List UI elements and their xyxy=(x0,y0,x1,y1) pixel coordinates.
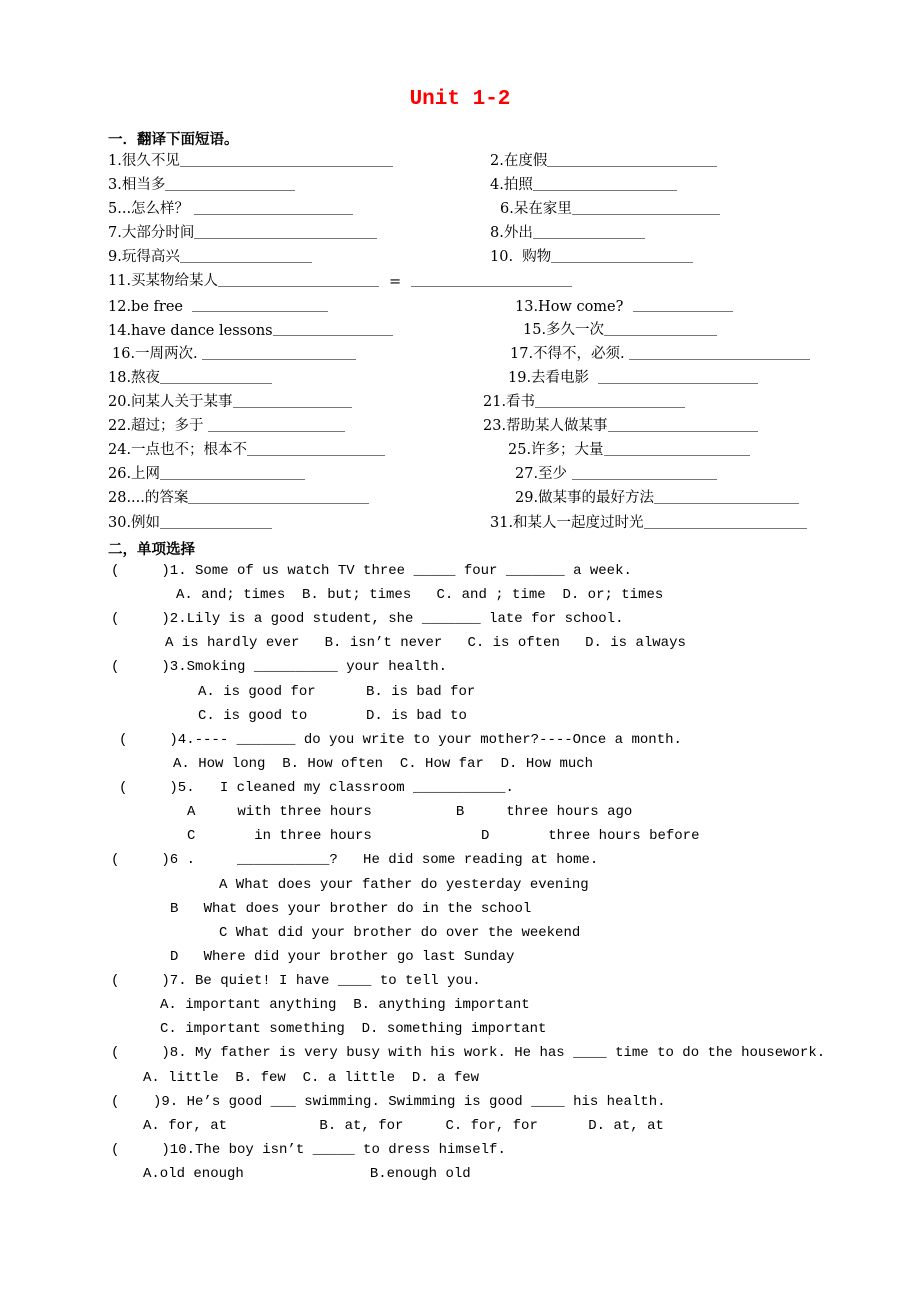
answer-blank[interactable] xyxy=(233,407,352,408)
answer-blank[interactable] xyxy=(654,503,799,504)
vocab-item xyxy=(500,198,720,218)
vocab-prompt: 13.How come? xyxy=(515,299,633,315)
vocab-item xyxy=(108,174,295,194)
vocab-item xyxy=(490,174,677,194)
vocab-prompt: 8.外出 xyxy=(490,225,533,241)
vocab-item xyxy=(490,246,693,266)
vocab-prompt: 10. 购物 xyxy=(490,249,552,265)
answer-blank[interactable] xyxy=(194,238,377,239)
vocab-prompt: 21.看书 xyxy=(483,394,536,410)
vocab-prompt: 18.熬夜 xyxy=(108,370,161,386)
vocab-item xyxy=(108,439,385,459)
section-heading-translate: 一．翻译下面短语。 xyxy=(108,132,239,148)
answer-blank[interactable] xyxy=(604,455,750,456)
equals-sign: = xyxy=(388,274,402,290)
question-stem: ( )9. He’s good ___ swimming. Swimming is good ____ his health. xyxy=(111,1093,666,1110)
answer-blank[interactable] xyxy=(202,359,356,360)
answer-blank[interactable] xyxy=(165,190,295,191)
question-options: A. important anything B. anything important xyxy=(160,997,530,1014)
question-options: A. little B. few C. a little D. a few xyxy=(143,1069,480,1086)
question-options: A is hardly ever B. isn’t never C. is often D. is always xyxy=(165,635,686,652)
answer-blank[interactable] xyxy=(160,383,272,384)
vocab-item xyxy=(108,512,272,532)
answer-blank[interactable] xyxy=(535,407,685,408)
vocab-prompt: 12.be free xyxy=(108,299,193,315)
vocab-prompt: 2.在度假 xyxy=(490,153,548,169)
vocab-prompt: 16.一周两次. xyxy=(112,346,203,362)
answer-blank[interactable] xyxy=(547,166,717,167)
answer-blank[interactable] xyxy=(604,335,717,336)
answer-blank[interactable] xyxy=(551,262,693,263)
question-stem: ( )6 . ___________? He did some reading at home. xyxy=(111,852,599,869)
question-options: A. for, at B. at, for C. for, for D. at, at xyxy=(143,1117,664,1134)
answer-blank[interactable] xyxy=(188,503,369,504)
answer-blank[interactable] xyxy=(533,238,645,239)
question-stem: ( )8. My father is very busy with his work. He has ____ time to do the housework. xyxy=(111,1045,826,1062)
answer-blank[interactable] xyxy=(160,528,272,529)
vocab-prompt: 7.大部分时间 xyxy=(108,225,195,241)
vocab-prompt: 26.上网 xyxy=(108,466,161,482)
question-stem: ( )7. Be quiet! I have ____ to tell you. xyxy=(111,973,481,990)
vocab-prompt: 1.很久不见 xyxy=(108,153,180,169)
vocab-item xyxy=(490,512,807,532)
vocab-item xyxy=(112,343,356,363)
vocab-item xyxy=(515,487,799,507)
vocab-item xyxy=(510,343,810,363)
vocab-prompt: 25.许多；大量 xyxy=(508,442,604,458)
answer-blank[interactable] xyxy=(247,455,385,456)
question-stem: ( )3.Smoking __________ your health. xyxy=(111,659,448,676)
question-options: B What does your brother do in the school xyxy=(170,900,532,917)
question-options: A. is good for B. is bad for xyxy=(198,683,476,700)
question-options: C. important something D. something important xyxy=(160,1021,547,1038)
vocab-item xyxy=(508,367,758,387)
answer-blank[interactable] xyxy=(633,311,733,312)
vocab-item xyxy=(108,246,312,266)
vocab-prompt: 20.问某人关于某事 xyxy=(108,394,233,410)
answer-blank[interactable] xyxy=(194,214,353,215)
vocab-item xyxy=(108,150,393,170)
vocab-item xyxy=(523,319,717,339)
question-options: C in three hours D three hours before xyxy=(187,828,700,845)
vocab-item xyxy=(108,463,305,483)
vocab-prompt: 3.相当多 xyxy=(108,177,166,193)
answer-blank[interactable] xyxy=(608,431,758,432)
vocab-item xyxy=(483,415,758,435)
question-stem: ( )5. I cleaned my classroom ___________. xyxy=(119,780,514,797)
vocab-prompt: 27.至少 xyxy=(515,466,572,482)
vocab-prompt: 29.做某事的最好方法 xyxy=(515,490,655,506)
vocab-prompt: 28....的答案 xyxy=(108,490,189,506)
vocab-prompt: 22.超过；多于 xyxy=(108,418,209,434)
answer-blank[interactable] xyxy=(629,359,810,360)
vocab-item xyxy=(515,295,733,315)
question-stem: ( )2.Lily is a good student, she _______ late for school. xyxy=(111,611,624,628)
answer-blank[interactable] xyxy=(411,286,572,287)
question-options: A.old enough B.enough old xyxy=(143,1166,471,1182)
vocab-item xyxy=(108,295,328,315)
question-options: C What did your brother do over the weekend xyxy=(219,924,581,941)
vocab-prompt: 14.have dance lessons xyxy=(108,323,273,339)
vocab-prompt: 19.去看电影 xyxy=(508,370,599,386)
answer-blank[interactable] xyxy=(192,311,328,312)
vocab-item xyxy=(108,270,572,290)
answer-blank[interactable] xyxy=(180,166,393,167)
section-heading-choice: 二，单项选择 xyxy=(108,542,195,558)
vocab-item xyxy=(108,198,353,218)
question-stem: ( )1. Some of us watch TV three _____ four _______ a week. xyxy=(111,563,632,579)
answer-blank[interactable] xyxy=(160,479,305,480)
vocab-item xyxy=(490,150,717,170)
answer-blank[interactable] xyxy=(572,214,720,215)
answer-blank[interactable] xyxy=(598,383,758,384)
vocab-prompt: 15.多久一次 xyxy=(523,322,605,338)
answer-blank[interactable] xyxy=(572,479,717,480)
question-options: A What does your father do yesterday evening xyxy=(219,876,589,893)
answer-blank[interactable] xyxy=(208,431,345,432)
vocab-item xyxy=(108,487,369,507)
vocab-item xyxy=(515,463,717,483)
vocab-prompt: 30.例如 xyxy=(108,515,161,531)
question-stem: ( )4.---- _______ do you write to your mother?----Once a month. xyxy=(119,731,682,748)
question-options: A. and; times B. but; times C. and ; time D. or; times xyxy=(176,587,664,604)
question-options: D Where did your brother go last Sunday xyxy=(170,948,515,965)
answer-blank[interactable] xyxy=(180,262,312,263)
vocab-prompt: 24.一点也不；根本不 xyxy=(108,442,248,458)
vocab-prompt: 11.买某物给某人 xyxy=(108,273,219,289)
vocab-prompt: 17.不得不，必须. xyxy=(510,346,630,362)
vocab-prompt: 23.帮助某人做某事 xyxy=(483,418,608,434)
question-options: C. is good to D. is bad to xyxy=(198,707,467,724)
vocab-prompt: 31.和某人一起度过时光 xyxy=(490,515,644,531)
vocab-prompt: 9.玩得高兴 xyxy=(108,249,180,265)
vocab-item xyxy=(108,367,272,387)
question-stem: ( )10.The boy isn’t _____ to dress himself. xyxy=(111,1141,506,1158)
vocab-prompt: 5...怎么样？ xyxy=(108,201,194,217)
vocab-item xyxy=(108,391,352,411)
vocab-item xyxy=(108,319,393,339)
vocab-prompt: 4.拍照 xyxy=(490,177,533,193)
answer-blank[interactable] xyxy=(273,335,393,336)
vocab-item xyxy=(508,439,750,459)
vocab-item xyxy=(108,415,345,435)
answer-blank[interactable] xyxy=(533,190,677,191)
answer-blank[interactable] xyxy=(218,286,379,287)
question-options: A with three hours B three hours ago xyxy=(187,804,633,821)
answer-blank[interactable] xyxy=(644,528,807,529)
vocab-prompt: 6.呆在家里 xyxy=(500,201,572,217)
vocab-item xyxy=(483,391,685,411)
vocab-item xyxy=(108,222,377,242)
vocab-item xyxy=(490,222,645,242)
page-title: Unit 1-2 xyxy=(409,88,511,111)
question-options: A. How long B. How often C. How far D. How much xyxy=(173,755,594,772)
